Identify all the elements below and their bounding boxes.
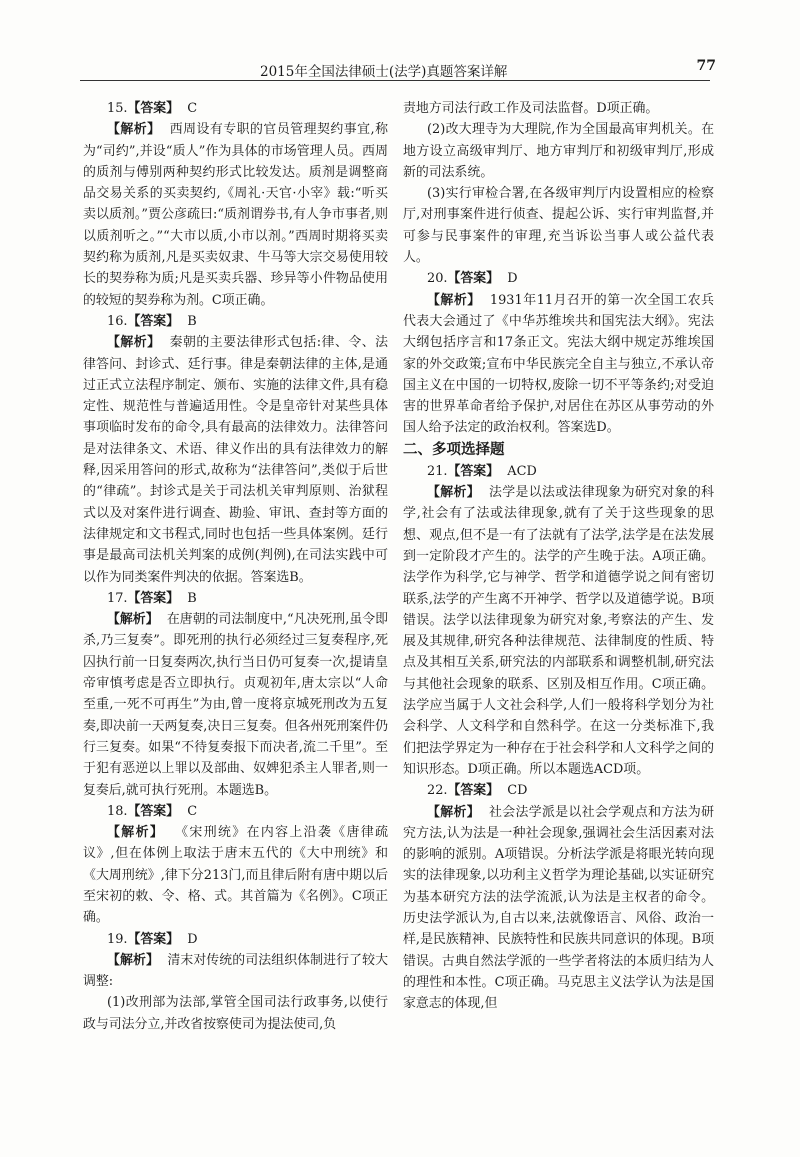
explanation-18: 【解析】 《宋刑统》在内容上沿袭《唐律疏议》,但在体例上取法于唐末五代的《大中刑统》和《大周刑统》,律下分213门,而且律后附有唐中期以后至宋初的敕、令、格、式。其首篇为《名例》。C项正确。 bbox=[83, 825, 388, 926]
explanation-19-item-1-continued: 责地方司法行政工作及司法监督。D项正确。 bbox=[403, 101, 659, 116]
answer-15: 15.【答案】 C bbox=[107, 101, 198, 116]
header-title: 2015年全国法律硕士(法学)真题答案详解 bbox=[260, 64, 508, 80]
answer-19: 19.【答案】 D bbox=[107, 931, 198, 947]
answer-20: 20.【答案】 D bbox=[427, 271, 518, 287]
explanation-17: 【解析】 在唐朝的司法制度中,“凡决死刑,虽令即杀,乃三复奏”。即死刑的执行必须经过三复奏程序,死囚执行前一日复奏两次,执行当日仍可复奏一次,提请皇帝审慎考虑是否立即执行。贞观初年,唐太宗以“人命至重,一死不可再生”为由,曾一度将京城死刑改为五复奏,即决前一天两复奏,决日三复奏。但各州死刑案件仍行三复奏。如果“不待复奏报下而决者,流二千里”。至于犯有恶逆以上罪以及部曲、奴婢犯杀主人罪者,则一复奏后,就可执行死刑。本题选B。 bbox=[83, 612, 389, 798]
page-number: 77 bbox=[696, 58, 716, 74]
answer-17: 17.【答案】 B bbox=[107, 590, 197, 606]
explanation-21: 【解析】 法学是以法或法律现象为研究对象的科学,社会有了法或法律现象,就有了关于这些现象的思想、观点,但不是一有了法就有了法学,法学是在法发展到一定阶段才产生的。法学的产生晚于法。A项正确。法学作为科学,它与神学、哲学和道德学说之间有密切联系,法学的产生离不开神学、哲学以及道德学说。B项错误。法学以法律现象为研究对象,考察法的产生、发展及其规律,研究各种法律规范、法律制度的性质、特点及其相互关系,研究法的内部联系和调整机制,研究法与其他社会现象的联系、区别及相互作用。C项正确。法学应当属于人文社会科学,人们一般将科学划分为社会科学、人文科学和自然科学。在这一分类标准下,我们把法学界定为一种存在于社会科学和人文科学之间的知识形态。D项正确。所以本题选ACD项。 bbox=[403, 485, 715, 777]
answer-18: 18.【答案】 C bbox=[107, 803, 198, 819]
right-column bbox=[403, 98, 714, 1014]
explanation-19-item-3: (3)实行审检合署,在各级审判厅内设置相应的检察厅,对刑事案件进行侦查、提起公诉、实行审判监督,并可参与民事案件的审理,充当诉讼当事人或公益代表人。 bbox=[403, 186, 714, 266]
explanation-20: 【解析】 1931年11月召开的第一次全国工农兵代表大会通过了《中华苏维埃共和国宪法大纲》。宪法大纲包括序言和17条正文。宪法大纲中规定苏维埃国家的外交政策;宣布中华民族完全自主与独立,不承认帝国主义在中国的一切特权,废除一切不平等条约;对受迫害的世界革命者给予保护,对居住在苏区从事劳动的外国人给予法定的政治权利。答案选D。 bbox=[403, 292, 714, 436]
explanation-22: 【解析】 社会法学派是以社会学观点和方法为研究方法,认为法是一种社会现象,强调社会生活因素对法的影响的派别。A项错误。分析法学派是将眼光转向现实的法律现象,以功利主义哲学为理论基础,以实证研究为基本研究方法的法学流派,认为法是主权者的命令。历史法学派认为,自古以来,法就像语言、风俗、政治一样,是民族精神、民族特性和民族共同意识的体现。B项错误。古典自然法学派的一些学者将法的本质归结为人的理性和本性。C项正确。马克思主义法学认为法是国家意志的体现,但 bbox=[403, 804, 715, 1012]
explanation-19: 【解析】 清末对传统的司法组织体制进行了较大调整: bbox=[83, 952, 389, 990]
explanation-16: 【解析】 秦朝的主要法律形式包括:律、令、法律答问、封诊式、廷行事。律是秦朝法律的主体,是通过正式立法程序制定、颁布、实施的法律文件,具有稳定性、规范性与普遍适用性。令是皇帝针对某些具体事项临时发布的命令,具有最高的法律效力。法律答问是对法律条文、术语、律义作出的具有法律效力的解释,因采用答问的形式,故称为“法律答问”,类似于后世的“律疏”。封诊式是关于司法机关审判原则、治狱程式以及对案件进行调查、勘验、审讯、查封等方面的法律规定和文书程式,同时也包括一些具体案例。廷行事是最高司法机关判案的成例(判例),在司法实践中可以作为同类案件判决的依据。答案选B。 bbox=[83, 335, 389, 585]
explanation-19-item-2: (2)改大理寺为大理院,作为全国最高审判机关。在地方设立高级审判厅、地方审判厅和初级审判厅,形成新的司法系统。 bbox=[403, 122, 714, 180]
explanation-19-item-1: (1)改刑部为法部,掌管全国司法行政事务,以使行政与司法分立,并改省按察使司为提法使司,负 bbox=[83, 995, 388, 1032]
answer-16: 16.【答案】 B bbox=[107, 313, 197, 329]
explanation-15: 【解析】 西周设有专职的官员管理契约事宜,称为“司约”,并设“质人”作为具体的市场管理人员。西周的质剂与傅别两种契约形式比较发达。质剂是调整商品交易关系的买卖契约,《周礼·天官·小宰》载:“听买卖以质剂。”贾公彦疏曰:“质剂谓券书,有人争市事者,则以质剂听之。”“大市以质,小市以剂。”西周时期将买卖契约称为质剂,凡是买卖奴隶、牛马等大宗交易使用较长的契券称为质;凡是买卖兵器、珍异等小件物品使用的较短的契券称为剂。C项正确。 bbox=[83, 122, 388, 308]
answer-21: 21.【答案】 ACD bbox=[427, 463, 537, 479]
running-header bbox=[80, 54, 716, 81]
answer-22: 22.【答案】 CD bbox=[427, 783, 528, 799]
left-column bbox=[83, 98, 388, 1035]
section-heading: 二、多项选择题 bbox=[403, 441, 505, 458]
